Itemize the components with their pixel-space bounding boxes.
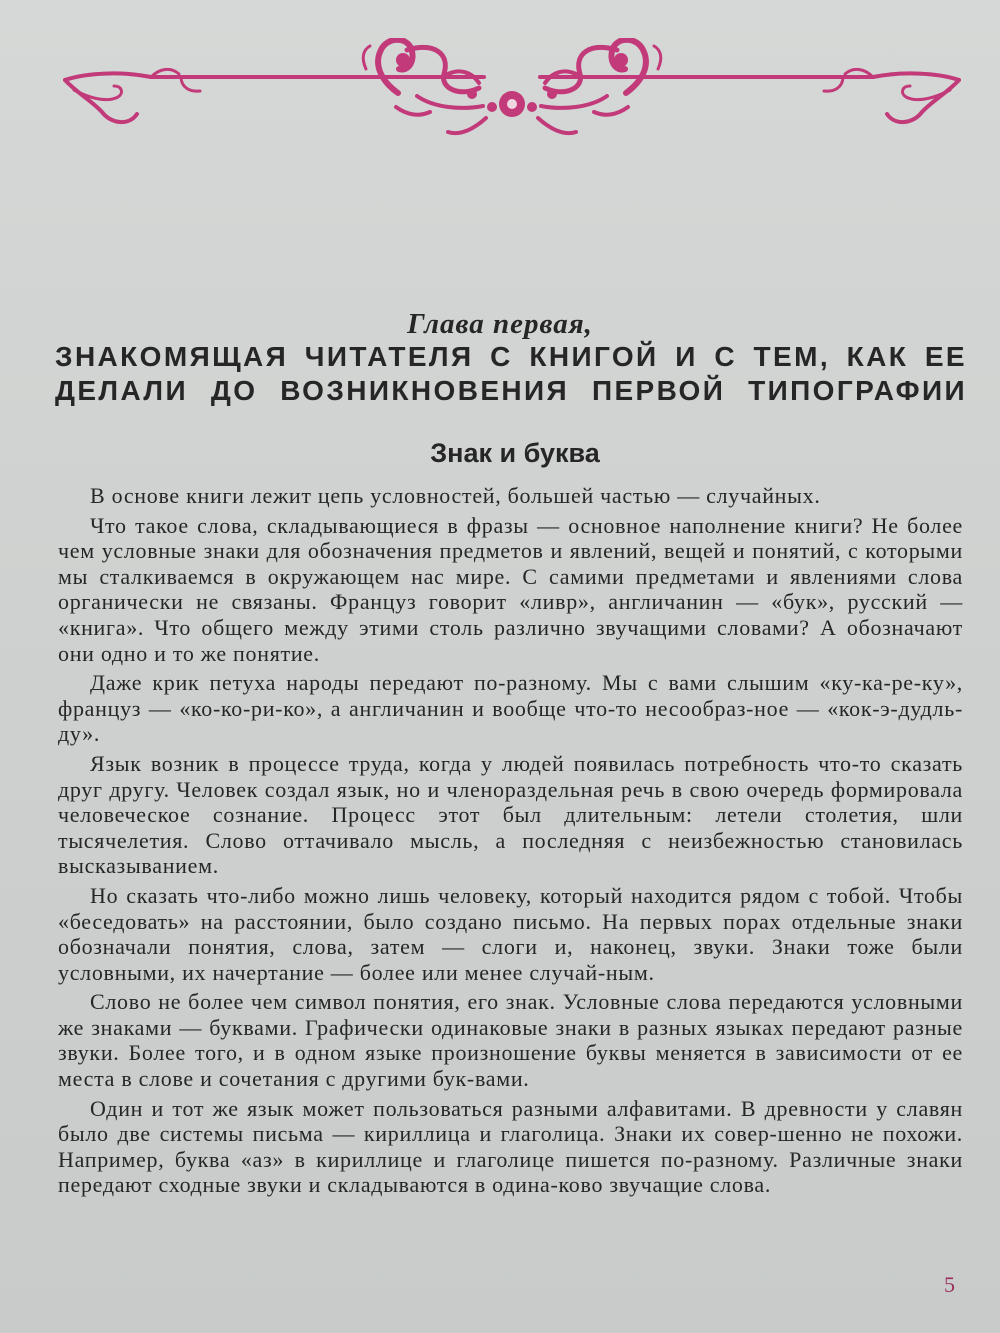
paragraph: В основе книги лежит цепь условностей, большей частью — случайных. — [90, 483, 821, 508]
decorative-header-ornament — [62, 38, 962, 148]
chapter-title-line: ДЕЛАЛИ ДО ВОЗНИКНОВЕНИЯ ПЕРВОЙ ТИПОГРАФИИ — [55, 375, 967, 406]
paragraph: Один и тот же язык может пользоваться разными алфавитами. В древности у славян было две системы письма — кириллица и глаголица. Знаки их совер-шенно не похожи. Например, буква «аз» в кириллице и глаголице пишется по-разному. Различные знаки передают сходные звуки и складываются в одина-ково звучащие слова. — [58, 1095, 963, 1198]
chapter-title-line: ЗНАКОМЯЩАЯ ЧИТАТЕЛЯ С КНИГОЙ И С ТЕМ, КАК ЕЕ — [55, 341, 967, 372]
chapter-label: Глава первая, — [407, 308, 593, 340]
chapter-title — [55, 340, 967, 408]
body-text — [58, 483, 963, 1202]
paragraph: Что такое слова, складывающиеся в фразы — основное наполнение книги? Не более чем условные знаки для обозначения предметов и явлений, вещей и понятий, с которыми мы сталкиваемся в окружающем нас мире. С самими предметами и явлениями слова органически не связаны. Француз говорит «ливр», англичанин — «бук», русский — «книга». Что общего между этими столь различно звучащими словами? А обозначают они одно и то же понятие. — [58, 512, 963, 666]
section-title: Знак и буква — [430, 438, 600, 468]
paragraph: Язык возник в процессе труда, когда у людей появилась потребность что-то сказать друг другу. Человек создал язык, но и членораздельная речь в свою очередь формировала человеческое сознание. Процесс этот был длительным: летели столетия, шли тысячелетия. Слово оттачивало мысль, а последняя с неизбежностью становилась высказыванием. — [58, 750, 963, 879]
page-number: 5 — [944, 1272, 955, 1297]
paragraph: Но сказать что-либо можно лишь человеку, который находится рядом с тобой. Чтобы «беседовать» на расстоянии, было создано письмо. На первых порах отдельные знаки обозначали понятия, слова, затем — слоги и, наконец, звуки. Знаки тоже были условными, их начертание — более или менее случай-ным. — [58, 882, 963, 985]
paragraph: Даже крик петуха народы передают по-разному. Мы с вами слышим «ку-ка-ре-ку», француз — «ко-ко-ри-ко», а англичанин и вообще что-то несообраз-ное — «кок-э-дудль-ду». — [58, 670, 963, 747]
paragraph: Слово не более чем символ понятия, его знак. Условные слова передаются условными же знаками — буквами. Графически одинаковые знаки в разных языках передают разные звуки. Более того, и в одном языке произношение буквы меняется в зависимости от ее места в слове и сочетания с другими бук-вами. — [58, 989, 963, 1092]
